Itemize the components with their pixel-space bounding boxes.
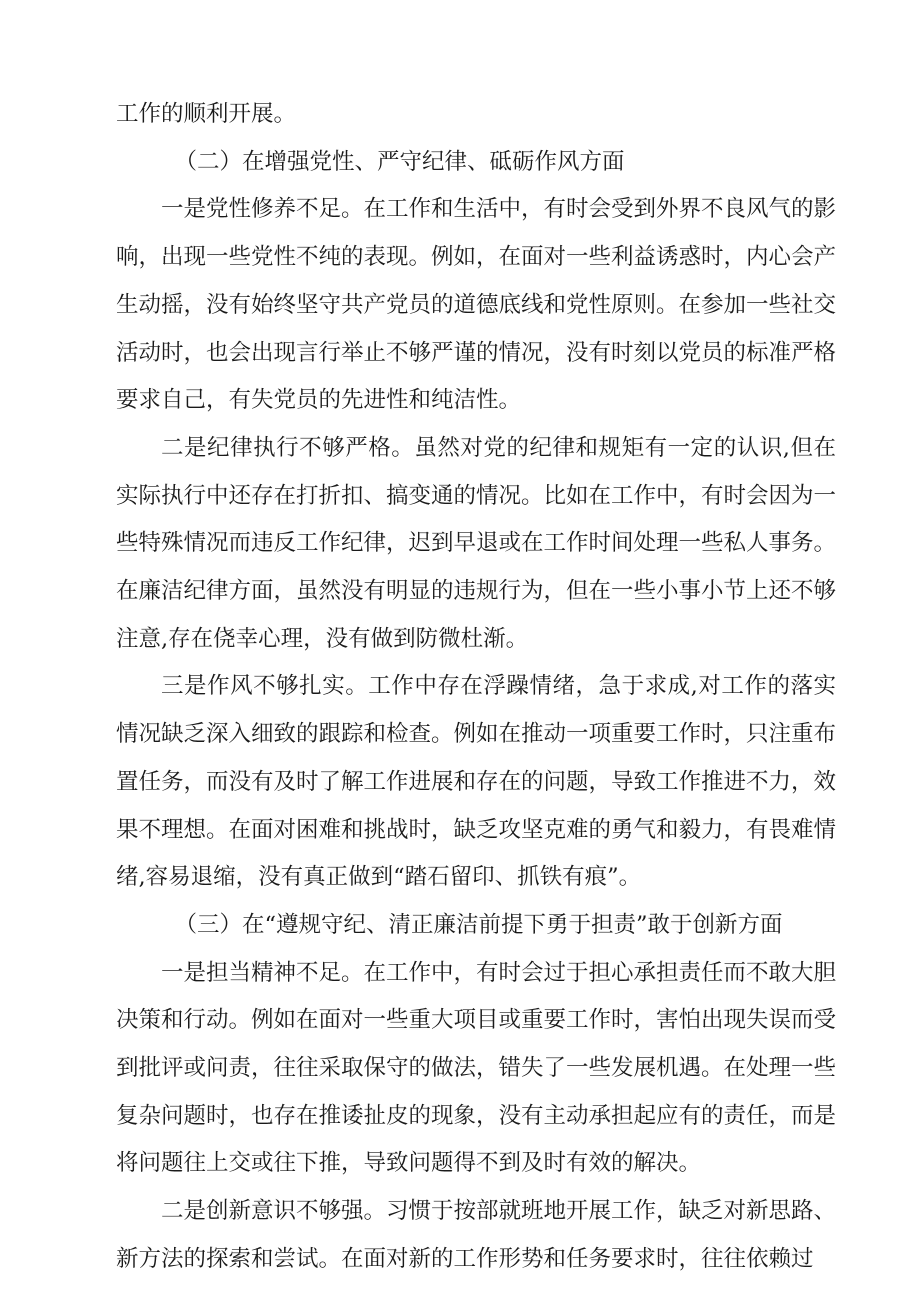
paragraph-innovation: 二是创新意识不够强。习惯于按部就班地开展工作，缺乏对新思路、新方法的探索和尝试。在面对新的工作形势和任务要求时，往往依赖过 [116, 1198, 837, 1272]
section-heading-2: （二）在增强党性、严守纪律、砥砺作风方面 [174, 148, 625, 175]
section-heading-3: （三）在“遵规守纪、清正廉洁前提下勇于担责”敢于创新方面 [174, 911, 783, 938]
paragraph-discipline: 二是纪律执行不够严格。虽然对党的纪律和规矩有一定的认识,但在实际执行中还存在打折扣、搞变通的情况。比如在工作中，有时会因为一些特殊情况而违反工作纪律，迟到早退或在工作时间处理一些私人事务。在廉洁纪律方面，虽然没有明显的违规行为，但在一些小事小节上还不够注意,存在侥幸心理，没有做到防微杜渐。 [116, 434, 837, 652]
paragraph-work-style: 三是作风不够扎实。工作中存在浮躁情绪，急于求成,对工作的落实情况缺乏深入细致的跟踪和检查。例如在推动一项重要工作时，只注重布置任务，而没有及时了解工作进展和存在的问题，导致工作推进不力，效果不理想。在面对困难和挑战时，缺乏攻坚克难的勇气和毅力，有畏难情绪,容易退缩，没有真正做到“踏石留印、抓铁有痕”。 [116, 673, 837, 891]
paragraph-continuation: 工作的顺利开展。 [116, 101, 297, 127]
paragraph-party-spirit: 一是党性修养不足。在工作和生活中，有时会受到外界不良风气的影响，出现一些党性不纯的表现。例如，在面对一些利益诱惑时，内心会产生动摇，没有始终坚守共产党员的道德底线和党性原则。在参加一些社交活动时，也会出现言行举止不够严谨的情况，没有时刻以党员的标准严格要求自己，有失党员的先进性和纯洁性。 [116, 196, 837, 414]
paragraph-responsibility: 一是担当精神不足。在工作中，有时会过于担心承担责任而不敢大胆决策和行动。例如在面对一些重大项目或重要工作时，害怕出现失误而受到批评或问责，往往采取保守的做法，错失了一些发展机遇。在处理一些复杂问题时，也存在推诿扯皮的现象，没有主动承担起应有的责任，而是将问题往上交或往下推，导致问题得不到及时有效的解决。 [116, 959, 837, 1177]
document-body [116, 91, 836, 1284]
